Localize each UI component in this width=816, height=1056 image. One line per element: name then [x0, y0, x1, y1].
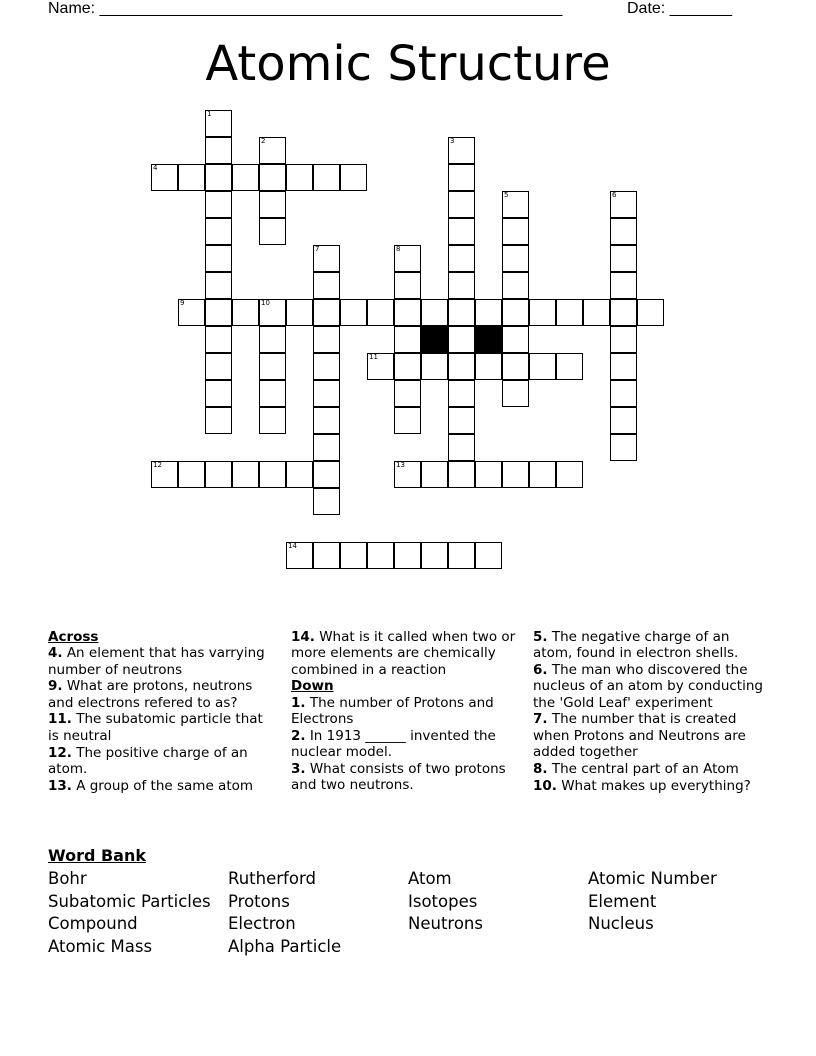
- clue-text: The number that is created when Protons and Neutrons are added together: [533, 711, 746, 761]
- grid-cell[interactable]: [448, 353, 475, 380]
- clue: [533, 761, 763, 777]
- grid-cell[interactable]: [313, 272, 340, 299]
- grid-cell[interactable]: [286, 299, 313, 326]
- grid-cell[interactable]: [448, 380, 475, 407]
- grid-cell[interactable]: [367, 542, 394, 569]
- clue: [48, 778, 273, 794]
- clue-text: The positive charge of an atom.: [48, 744, 248, 777]
- clue: [533, 711, 763, 760]
- grid-cell[interactable]: [259, 353, 286, 380]
- word-bank-item: Alpha Particle: [228, 936, 342, 956]
- clue-text: In 1913 ______ invented the nuclear model.: [291, 727, 496, 761]
- clue-number: 10.: [533, 777, 557, 794]
- grid-cell[interactable]: [259, 326, 286, 353]
- clue-text: The central part of an Atom: [547, 760, 739, 777]
- clue-text: What are protons, neutrons and electrons refered to as?: [48, 678, 253, 711]
- grid-cell[interactable]: [232, 299, 259, 326]
- black-cell: [421, 326, 448, 353]
- grid-cell[interactable]: [448, 137, 475, 164]
- clue: [48, 678, 273, 711]
- grid-cell[interactable]: [178, 164, 205, 191]
- grid-cell[interactable]: [286, 542, 313, 569]
- grid-cell[interactable]: [502, 218, 529, 245]
- grid-cell[interactable]: [394, 380, 421, 407]
- clue-number-label: 8: [396, 245, 401, 253]
- grid-cell[interactable]: [286, 461, 313, 488]
- clue: [291, 761, 521, 794]
- grid-cell[interactable]: [421, 299, 448, 326]
- grid-cell[interactable]: [610, 434, 637, 461]
- grid-cell[interactable]: [448, 164, 475, 191]
- grid-cell[interactable]: [448, 434, 475, 461]
- grid-cell[interactable]: [448, 272, 475, 299]
- grid-cell[interactable]: [178, 461, 205, 488]
- clue-text: The negative charge of an atom, found in electron shells.: [533, 629, 739, 662]
- grid-cell[interactable]: [340, 299, 367, 326]
- grid-cell[interactable]: [502, 272, 529, 299]
- clue-number: 7.: [533, 711, 548, 728]
- word-bank-item: Compound: [48, 914, 138, 934]
- grid-cell[interactable]: [259, 164, 286, 191]
- grid-cell[interactable]: [232, 164, 259, 191]
- clue-number-label: 6: [612, 191, 617, 199]
- word-bank-item: Element: [588, 891, 657, 911]
- clue: [291, 728, 521, 761]
- grid-cell[interactable]: [205, 326, 232, 353]
- grid-cell[interactable]: [205, 353, 232, 380]
- grid-cell[interactable]: [502, 191, 529, 218]
- clue-text: What is it called when two or more elements are chemically combined in a reaction: [291, 629, 516, 678]
- grid-cell[interactable]: [394, 461, 421, 488]
- clue-text: The man who discovered the nucleus of an atom by conducting the 'Gold Leaf' experiment: [533, 662, 763, 711]
- grid-cell[interactable]: [313, 380, 340, 407]
- grid-cell[interactable]: [205, 164, 232, 191]
- grid-cell[interactable]: [448, 326, 475, 353]
- clue-number: 9.: [48, 678, 63, 695]
- grid-cell[interactable]: [394, 407, 421, 434]
- grid-cell[interactable]: [205, 380, 232, 407]
- grid-cell[interactable]: [529, 353, 556, 380]
- grid-cell[interactable]: [448, 245, 475, 272]
- clue-number: 11.: [48, 711, 72, 728]
- clue-section-heading: Across: [48, 629, 99, 645]
- word-bank-item: Electron: [228, 914, 296, 934]
- clue-number-label: 4: [153, 164, 158, 172]
- grid-cell[interactable]: [583, 299, 610, 326]
- clue-column-3: [533, 629, 763, 794]
- grid-cell[interactable]: [448, 218, 475, 245]
- grid-cell[interactable]: [502, 461, 529, 488]
- clue-text: The number of Protons and Electrons: [291, 694, 494, 727]
- word-bank-item: Neutrons: [408, 914, 483, 934]
- clue-text: What consists of two protons and two neutrons.: [291, 760, 506, 794]
- grid-cell[interactable]: [448, 407, 475, 434]
- grid-cell[interactable]: [205, 245, 232, 272]
- clue-text: A group of the same atom: [71, 777, 254, 794]
- grid-cell[interactable]: [178, 299, 205, 326]
- clue-number-label: 3: [450, 137, 455, 145]
- grid-cell[interactable]: [313, 542, 340, 569]
- grid-cell[interactable]: [610, 272, 637, 299]
- grid-cell[interactable]: [475, 353, 502, 380]
- grid-cell[interactable]: [259, 407, 286, 434]
- grid-cell[interactable]: [340, 164, 367, 191]
- grid-cell[interactable]: [367, 299, 394, 326]
- grid-cell[interactable]: [502, 299, 529, 326]
- grid-cell[interactable]: [313, 299, 340, 326]
- grid-cell[interactable]: [259, 137, 286, 164]
- word-bank-heading: Word Bank: [48, 846, 147, 865]
- grid-cell[interactable]: [313, 461, 340, 488]
- grid-cell[interactable]: [205, 110, 232, 137]
- grid-cell[interactable]: [259, 191, 286, 218]
- clue-number: 5.: [533, 629, 548, 645]
- clue: [291, 629, 521, 678]
- grid-cell[interactable]: [448, 299, 475, 326]
- grid-cell[interactable]: [556, 299, 583, 326]
- grid-cell[interactable]: [394, 245, 421, 272]
- clue-number: 4.: [48, 645, 63, 662]
- grid-cell[interactable]: [502, 245, 529, 272]
- grid-cell[interactable]: [259, 218, 286, 245]
- clue-section-heading: Down: [291, 678, 334, 695]
- grid-cell[interactable]: [448, 461, 475, 488]
- grid-cell[interactable]: [556, 353, 583, 380]
- grid-cell[interactable]: [259, 299, 286, 326]
- grid-cell[interactable]: [313, 326, 340, 353]
- clue-number-label: 9: [180, 299, 185, 307]
- grid-cell[interactable]: [205, 218, 232, 245]
- grid-cell[interactable]: [475, 461, 502, 488]
- clue-number-label: 12: [153, 461, 162, 469]
- grid-cell[interactable]: [448, 542, 475, 569]
- clue-number-label: 13: [396, 461, 405, 469]
- grid-cell[interactable]: [529, 461, 556, 488]
- grid-cell[interactable]: [313, 434, 340, 461]
- clue-number-label: 14: [288, 542, 297, 550]
- grid-cell[interactable]: [151, 164, 178, 191]
- clue: [291, 695, 521, 728]
- grid-cell[interactable]: [475, 542, 502, 569]
- grid-cell[interactable]: [421, 353, 448, 380]
- clue-number-label: 10: [261, 299, 270, 307]
- grid-cell[interactable]: [259, 380, 286, 407]
- clue-number-label: 11: [369, 353, 378, 361]
- clue-number: 13.: [48, 777, 72, 794]
- clue: [533, 662, 763, 711]
- clue-number: 2.: [291, 727, 306, 744]
- grid-cell[interactable]: [205, 137, 232, 164]
- grid-cell[interactable]: [340, 542, 367, 569]
- clue-number: 14.: [291, 629, 315, 645]
- grid-cell[interactable]: [610, 353, 637, 380]
- word-bank-item: Atomic Number: [588, 869, 717, 888]
- grid-cell[interactable]: [394, 353, 421, 380]
- clue-number: 12.: [48, 744, 72, 761]
- grid-cell[interactable]: [556, 461, 583, 488]
- word-bank-item: Atom: [408, 869, 452, 888]
- grid-cell[interactable]: [232, 461, 259, 488]
- clue-number-label: 5: [504, 191, 509, 199]
- grid-cell[interactable]: [313, 164, 340, 191]
- grid-cell[interactable]: [610, 245, 637, 272]
- clue-number-label: 1: [207, 110, 212, 118]
- word-bank-item: Rutherford: [228, 869, 316, 888]
- word-bank-item: Bohr: [48, 869, 87, 888]
- grid-cell[interactable]: [394, 272, 421, 299]
- grid-cell[interactable]: [313, 245, 340, 272]
- word-bank-item: Nucleus: [588, 914, 654, 934]
- grid-cell[interactable]: [610, 299, 637, 326]
- clue-number: 1.: [291, 694, 306, 711]
- grid-cell[interactable]: [205, 191, 232, 218]
- grid-cell[interactable]: [448, 191, 475, 218]
- grid-cell[interactable]: [502, 326, 529, 353]
- word-bank-item: Subatomic Particles: [48, 891, 211, 911]
- clue-text: What makes up everything?: [556, 777, 751, 794]
- grid-cell[interactable]: [205, 461, 232, 488]
- word-bank-item: Protons: [228, 891, 290, 911]
- word-bank-item: Isotopes: [408, 891, 478, 911]
- grid-cell[interactable]: [610, 218, 637, 245]
- grid-cell[interactable]: [205, 299, 232, 326]
- grid-cell[interactable]: [151, 461, 178, 488]
- clue-text: The subatomic particle that is neutral: [48, 711, 263, 744]
- grid-cell[interactable]: [421, 461, 448, 488]
- clue: [533, 629, 763, 662]
- clue-number-label: 7: [315, 245, 320, 253]
- grid-cell[interactable]: [610, 380, 637, 407]
- grid-cell[interactable]: [475, 299, 502, 326]
- clue-number: 3.: [291, 760, 306, 777]
- date-field-label: Date: _______: [627, 0, 732, 17]
- grid-cell[interactable]: [313, 488, 340, 515]
- clue-column-1: [48, 629, 273, 794]
- word-bank-item: Atomic Mass: [48, 936, 153, 956]
- clue-number: 6.: [533, 662, 548, 679]
- grid-cell[interactable]: [502, 353, 529, 380]
- black-cell: [475, 326, 502, 353]
- grid-cell[interactable]: [421, 542, 448, 569]
- grid-cell[interactable]: [286, 164, 313, 191]
- grid-cell[interactable]: [313, 407, 340, 434]
- grid-cell[interactable]: [610, 407, 637, 434]
- name-field-label: Name: ____________________________________________________: [48, 0, 563, 17]
- grid-cell[interactable]: [610, 326, 637, 353]
- grid-cell[interactable]: [610, 191, 637, 218]
- grid-cell[interactable]: [205, 407, 232, 434]
- page-title: Atomic Structure: [205, 36, 611, 92]
- clue-text: An element that has varrying number of neutrons: [48, 645, 265, 678]
- grid-cell[interactable]: [394, 326, 421, 353]
- grid-cell[interactable]: [394, 542, 421, 569]
- clue: [48, 645, 273, 678]
- grid-cell[interactable]: [367, 353, 394, 380]
- word-bank: [48, 846, 768, 956]
- clue-number: 8.: [533, 760, 548, 777]
- clue-number-label: 2: [261, 137, 266, 145]
- grid-cell[interactable]: [394, 299, 421, 326]
- grid-cell[interactable]: [529, 299, 556, 326]
- grid-cell[interactable]: [205, 272, 232, 299]
- clue: [533, 778, 763, 794]
- grid-cell[interactable]: [637, 299, 664, 326]
- clue: [48, 745, 273, 778]
- grid-cell[interactable]: [259, 461, 286, 488]
- clue: [48, 711, 273, 744]
- grid-cell[interactable]: [313, 353, 340, 380]
- grid-cell[interactable]: [502, 380, 529, 407]
- clue-column-2: [291, 629, 521, 794]
